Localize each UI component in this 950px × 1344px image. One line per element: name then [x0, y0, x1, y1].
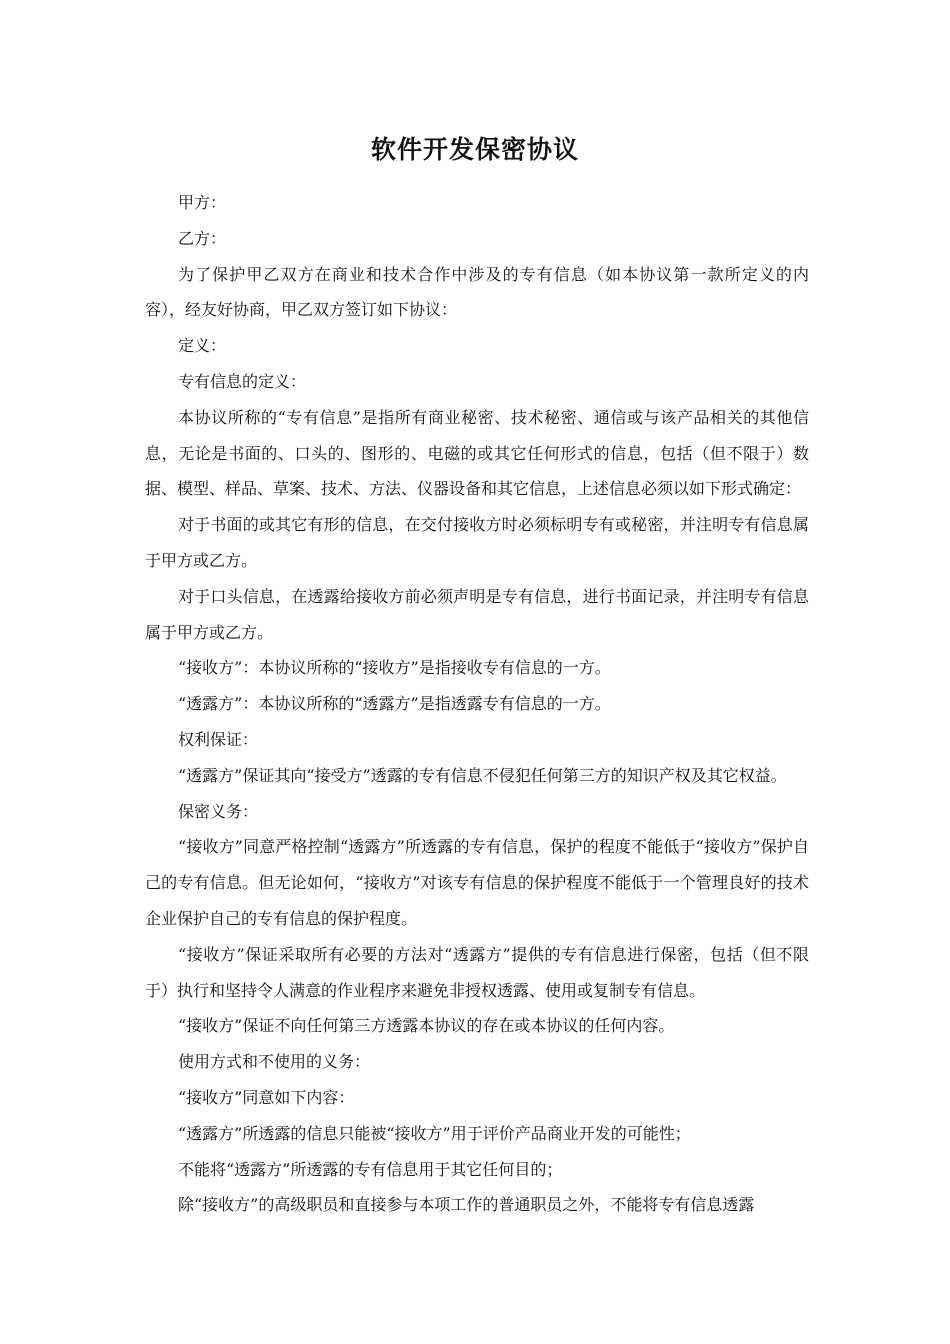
- paragraph: 专有信息的定义：: [178, 371, 307, 391]
- paragraph: “接收方”保证不向任何第三方透露本协议的存在或本协议的任何内容。: [178, 1016, 675, 1036]
- paragraph: “接收方”同意严格控制“透露方”所透露的专有信息，保护的程度不能低于“接收方”保护自己的专有信息。但无论如何，“接收方”对该专有信息的保护程度不能低于一个管理良好的技术企业保护自己的专有信息的保护程度。: [145, 837, 809, 928]
- document-title: 软件开发保密协议: [370, 135, 579, 164]
- paragraph: 使用方式和不使用的义务：: [178, 1052, 371, 1072]
- paragraph: “接收方”：本协议所称的“接收方”是指接收专有信息的一方。: [178, 658, 611, 678]
- paragraph: 乙方：: [178, 228, 227, 248]
- paragraph: 对于书面的或其它有形的信息，在交付接收方时必须标明专有或秘密，并注明专有信息属于甲方或乙方。: [145, 515, 809, 570]
- paragraph: 对于口头信息，在透露给接收方前必须声明是专有信息，进行书面记录，并注明专有信息属于甲方或乙方。: [145, 586, 809, 642]
- paragraph: 权利保证：: [178, 729, 259, 749]
- paragraph: 除“接收方”的高级职员和直接参与本项工作的普通职员之外，不能将专有信息透露: [178, 1195, 755, 1215]
- paragraph: 不能将“透露方”所透露的专有信息用于其它任何目的；: [178, 1159, 563, 1179]
- paragraph: 定义：: [178, 336, 227, 356]
- document-body: [145, 185, 809, 1223]
- paragraph: “接收方”同意如下内容：: [178, 1087, 355, 1107]
- paragraph: 本协议所称的“专有信息”是指所有商业秘密、技术秘密、通信或与该产品相关的其他信息，无论是书面的、口头的、图形的、电磁的或其它任何形式的信息，包括（但不限于）数据、模型、样品、草案、技术、方法、仪器设备和其它信息，上述信息必须以如下形式确定：: [145, 407, 809, 499]
- paragraph: 保密义务：: [178, 801, 259, 821]
- paragraph: “透露方”保证其向“接受方”透露的专有信息不侵犯任何第三方的知识产权及其它权益。: [178, 765, 787, 785]
- paragraph: 甲方：: [178, 193, 227, 212]
- paragraph: “接收方”保证采取所有必要的方法对“透露方”提供的专有信息进行保密，包括（但不限于）执行和坚持令人满意的作业程序来避免非授权透露、使用或复制专有信息。: [145, 944, 809, 1000]
- paragraph: 为了保护甲乙双方在商业和技术合作中涉及的专有信息（如本协议第一款所定义的内容），经友好协商，甲乙双方签订如下协议：: [145, 264, 809, 320]
- paragraph: “透露方”所透露的信息只能被“接收方”用于评价产品商业开发的可能性；: [178, 1123, 691, 1143]
- paragraph: “透露方”：本协议所称的“透露方”是指透露专有信息的一方。: [178, 694, 611, 714]
